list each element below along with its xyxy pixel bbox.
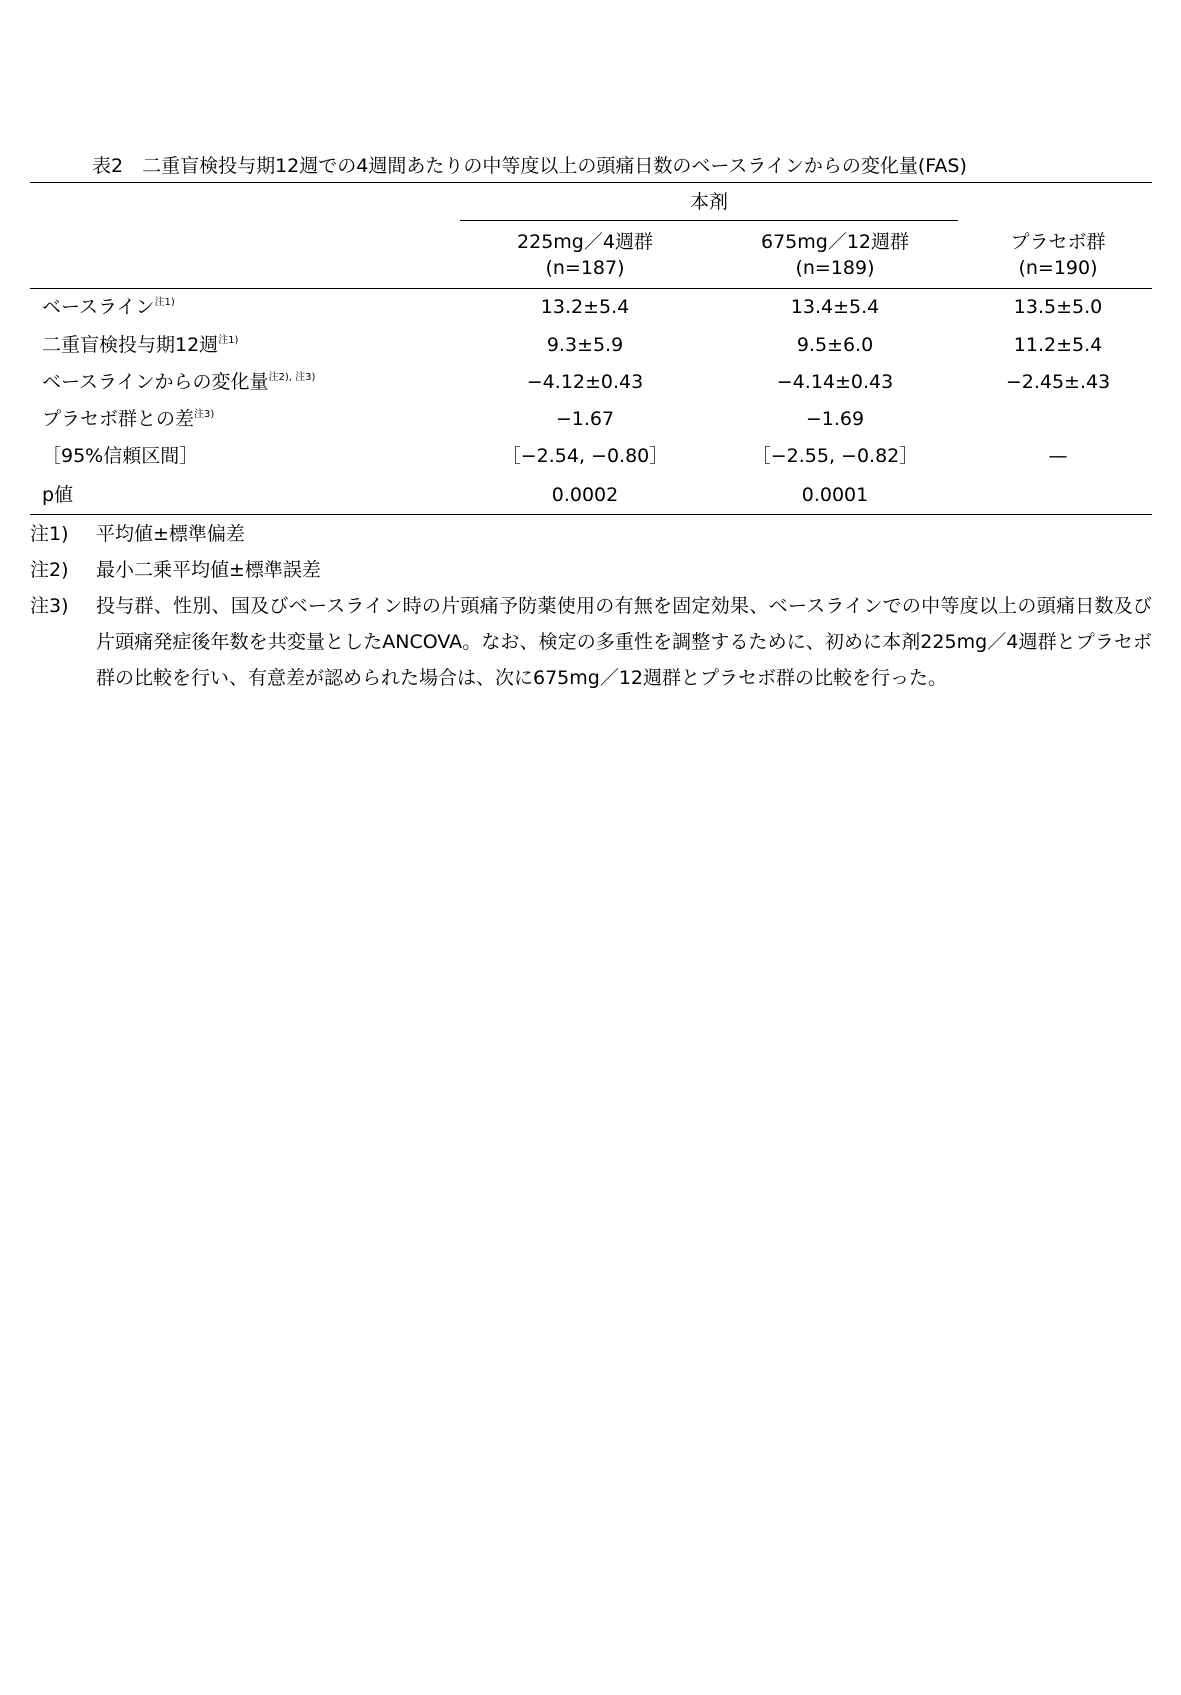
table-cell: −1.69 — [805, 408, 865, 430]
header-col1-line2: (n=187) — [545, 257, 625, 279]
header-group-rule — [460, 220, 958, 221]
row-label-text: p値 — [42, 484, 74, 506]
table-row-label — [42, 443, 198, 469]
table-top-rule — [30, 182, 1152, 183]
row-label-text: 二重盲検投与期12週 — [42, 334, 219, 356]
table-row-label — [42, 369, 315, 395]
row-label-text: プラセボ群との差 — [42, 408, 195, 430]
table-bottom-rule — [30, 514, 1152, 515]
table-row-label — [42, 406, 214, 432]
table-cell: −4.14±0.43 — [776, 371, 894, 393]
header-bottom-rule — [30, 288, 1152, 289]
table-cell: ［−2.54, −0.80］ — [501, 445, 669, 467]
table-row-label — [42, 482, 73, 508]
row-footnote-ref: 注1) — [218, 335, 239, 346]
table-cell: 9.3±5.9 — [546, 334, 624, 356]
footnote-text: 平均値±標準偏差 — [96, 523, 245, 545]
table-cell: 9.5±6.0 — [796, 334, 874, 356]
table-cell: −1.67 — [555, 408, 615, 430]
row-label-text: ベースライン — [42, 296, 155, 318]
table-cell: 13.2±5.4 — [540, 296, 630, 318]
table-cell: 13.5±5.0 — [1013, 296, 1103, 318]
row-label-text: ベースラインからの変化量 — [42, 371, 269, 393]
header-col1-line1: 225mg／4週群 — [517, 231, 653, 253]
table-row-label — [42, 294, 175, 320]
footnote-label: 注2) — [30, 559, 69, 581]
table-cell: 11.2±5.4 — [1013, 334, 1103, 356]
row-footnote-ref: 注2), 注3) — [268, 372, 316, 383]
table-cell: 13.4±5.4 — [790, 296, 880, 318]
footnote-label: 注3) — [30, 595, 69, 617]
table-cell: −2.45±.43 — [1005, 371, 1111, 393]
header-col2-line1: 675mg／12週群 — [760, 231, 909, 253]
row-footnote-ref: 注1) — [154, 297, 175, 308]
row-label-text: ［95%信頼区間］ — [42, 445, 199, 467]
header-col3-line1: プラセボ群 — [1010, 231, 1106, 253]
footnote-text: 最小二乗平均値±標準誤差 — [96, 559, 321, 581]
table-cell: 0.0002 — [551, 484, 619, 506]
table-cell: 0.0001 — [801, 484, 869, 506]
header-col3-line2: (n=190) — [1018, 257, 1098, 279]
table-cell: — — [1048, 445, 1068, 467]
header-group-label: 本剤 — [689, 191, 728, 213]
row-footnote-ref: 注3) — [194, 409, 215, 420]
table-cell: −4.12±0.43 — [526, 371, 644, 393]
table-caption: 表2 二重盲検投与期12週での4週間あたりの中等度以上の頭痛日数のベースラインからの変化量(FAS) — [92, 155, 967, 177]
table-row-label — [42, 332, 238, 358]
header-col2-line2: (n=189) — [795, 257, 875, 279]
footnote-text: 投与群、性別、国及びベースライン時の片頭痛予防薬使用の有無を固定効果、ベースラインでの中等度以上の頭痛日数及び片頭痛発症後年数を共変量としたANCOVA。なお、検定の多重性を調整するために、初めに本剤225mg／4週群とプラセボ群の比較を行い、有意差が認められた場合は、次に675mg／12週群とプラセボ群の比較を行った。 — [96, 595, 1152, 689]
table-cell: ［−2.55, −0.82］ — [751, 445, 919, 467]
footnote-label: 注1) — [30, 523, 69, 545]
